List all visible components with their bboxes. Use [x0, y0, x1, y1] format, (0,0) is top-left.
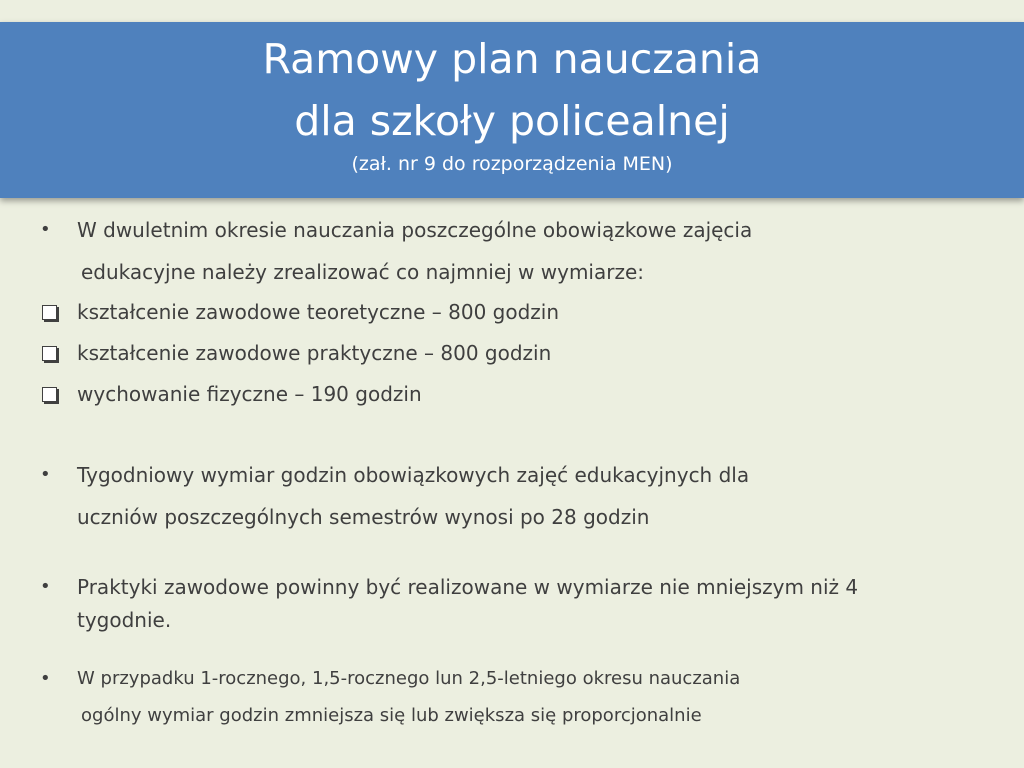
slide-title-line-1: Ramowy plan nauczania [262, 35, 762, 83]
checklist-item-2: kształcenie zawodowe praktyczne – 800 godzin [77, 341, 552, 365]
checkbox-icon [42, 387, 57, 402]
checklist-item-3: wychowanie fizyczne – 190 godzin [77, 382, 422, 406]
bullet-3-line-1: Praktyki zawodowe powinny być realizowane w wymiarze nie mniejszym niż 4 [77, 575, 859, 599]
bullet-1-line-1: W dwuletnim okresie nauczania poszczególne obowiązkowe zajęcia [77, 218, 753, 242]
slide-subtitle: (zał. nr 9 do rozporządzenia MEN) [351, 153, 673, 175]
slide-title-line-2: dla szkoły policealnej [294, 97, 730, 145]
title-band [0, 22, 1024, 198]
checkbox-icon [42, 346, 57, 361]
bullet-icon: • [40, 576, 51, 597]
checklist-item-1: kształcenie zawodowe teoretyczne – 800 godzin [77, 300, 560, 324]
bullet-icon: • [40, 464, 51, 485]
checkbox-icon [42, 305, 57, 320]
bullet-2-line-2: uczniów poszczególnych semestrów wynosi po 28 godzin [77, 505, 650, 529]
bullet-2-line-1: Tygodniowy wymiar godzin obowiązkowych zajęć edukacyjnych dla [77, 463, 750, 487]
bullet-3-line-2: tygodnie. [77, 608, 172, 632]
bullet-4-line-1: W przypadku 1-rocznego, 1,5-rocznego lun 2,5-letniego okresu nauczania [77, 668, 741, 689]
bullet-icon: • [40, 668, 51, 689]
bullet-4-line-2: ogólny wymiar godzin zmniejsza się lub zwiększa się proporcjonalnie [81, 705, 702, 726]
bullet-icon: • [40, 219, 51, 240]
bullet-1-line-2: edukacyjne należy zrealizować co najmniej w wymiarze: [81, 260, 645, 284]
